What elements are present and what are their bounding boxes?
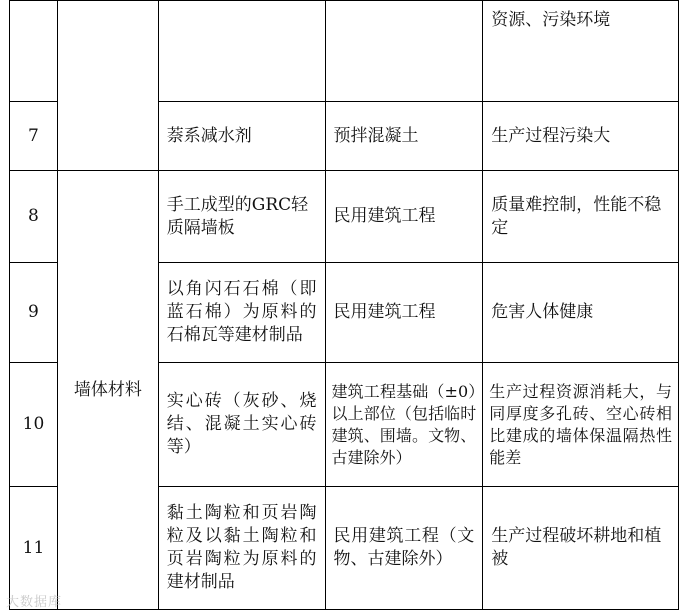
usage-scope: 民用建筑工程 bbox=[325, 263, 483, 363]
row-number: 11 bbox=[10, 487, 58, 610]
reason-text: 资源、污染环境 bbox=[483, 1, 679, 102]
material-name: 手工成型的GRC轻质隔墙板 bbox=[158, 171, 325, 263]
reason-text: 危害人体健康 bbox=[483, 263, 679, 363]
category-label: 墙体材料 bbox=[57, 171, 158, 610]
usage-scope: 民用建筑工程（文物、古建除外） bbox=[325, 487, 483, 610]
row-number: 9 bbox=[10, 263, 58, 363]
usage-scope: 建筑工程基础（±0）以上部位（包括临时建筑、围墙。文物、古建除外） bbox=[325, 363, 483, 487]
usage-scope: 民用建筑工程 bbox=[325, 171, 483, 263]
reason-text: 生产过程破坏耕地和植被 bbox=[483, 487, 679, 610]
usage-scope: 预拌混凝土 bbox=[325, 102, 483, 171]
table-row bbox=[10, 1, 679, 102]
watermark: 大数据库 bbox=[6, 595, 63, 610]
material-name: 以角闪石石棉（即蓝石棉）为原料的石棉瓦等建材制品 bbox=[158, 263, 325, 363]
material-name: 萘系减水剂 bbox=[158, 102, 325, 171]
material-name bbox=[158, 1, 325, 102]
reason-text: 质量难控制，性能不稳定 bbox=[483, 171, 679, 263]
material-name: 实心砖（灰砂、烧结、混凝土实心砖等） bbox=[158, 363, 325, 487]
table-row bbox=[10, 171, 679, 263]
reason-text: 生产过程污染大 bbox=[483, 102, 679, 171]
row-number: 7 bbox=[10, 102, 58, 171]
usage-scope bbox=[325, 1, 483, 102]
material-name: 黏土陶粒和页岩陶粒及以黏土陶粒和页岩陶粒为原料的建材制品 bbox=[158, 487, 325, 610]
reason-text: 生产过程资源消耗大，与同厚度多孔砖、空心砖相比建成的墙体保温隔热性能差 bbox=[483, 363, 679, 487]
row-number: 10 bbox=[10, 363, 58, 487]
row-number: 8 bbox=[10, 171, 58, 263]
materials-table bbox=[9, 0, 679, 610]
row-number bbox=[10, 1, 58, 102]
category-cell-empty bbox=[57, 1, 158, 171]
